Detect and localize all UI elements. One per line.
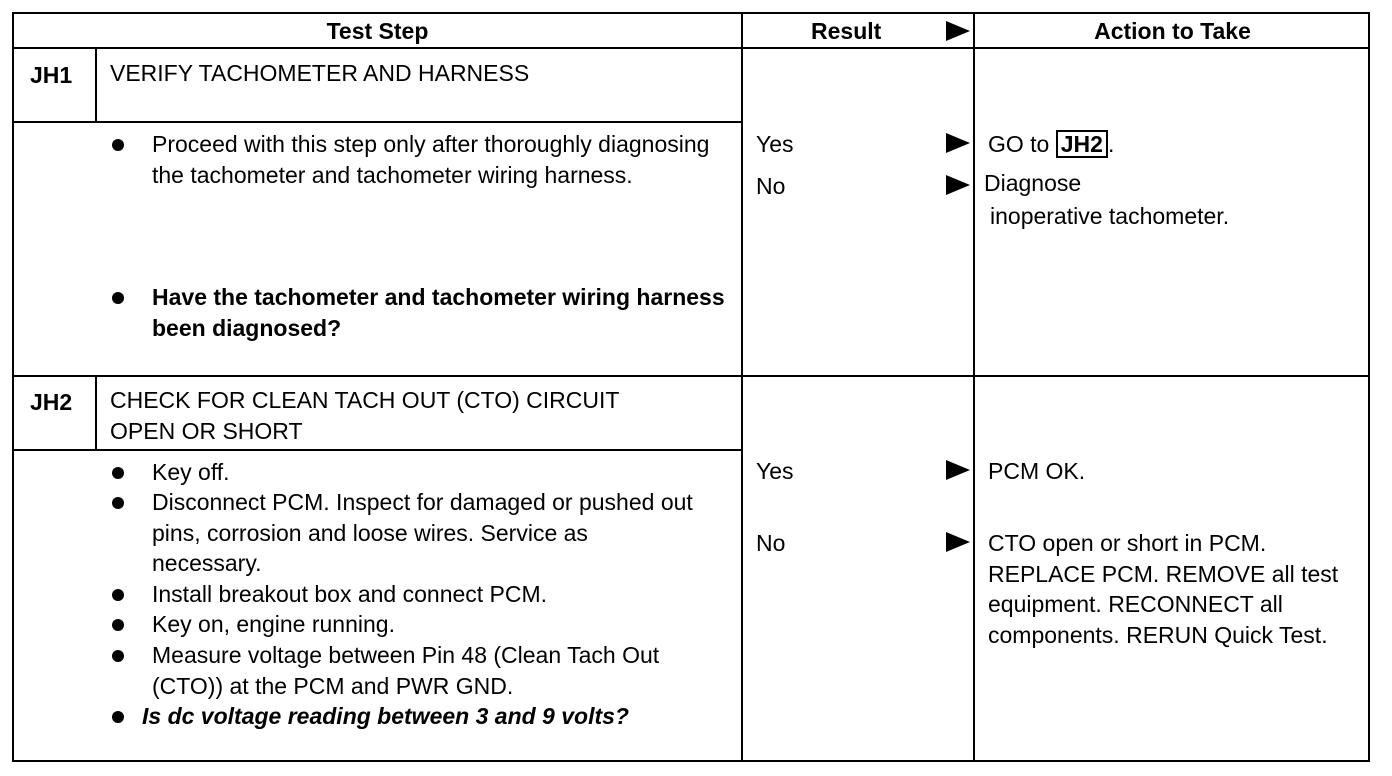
jh1-result-no: No <box>756 173 786 199</box>
jh2-bullet-icon <box>112 589 124 601</box>
jh2-bullet-icon <box>112 619 124 631</box>
header-action: Action to Take <box>1094 18 1251 44</box>
jh2-result-yes: Yes <box>756 458 794 484</box>
jh1-title-divider <box>14 121 741 123</box>
jh2-action-yes: PCM OK. <box>988 458 1086 484</box>
jh2-yes-arrow-icon <box>946 460 970 480</box>
jh1-bullet-icon <box>112 139 124 151</box>
jh2-bullet-icon <box>112 711 124 723</box>
jh2-bullet-5: Measure voltage between Pin 48 (Clean Tach Out (CTO)) at the PCM and PWR GND. <box>152 642 660 699</box>
jh2-title-line1: CHECK FOR CLEAN TACH OUT (CTO) CIRCUIT <box>110 387 620 413</box>
header-result: Result <box>811 18 882 44</box>
jh2-bullet-3: Install breakout box and connect PCM. <box>152 581 548 607</box>
jh1-action-yes-suffix: . <box>1107 131 1115 157</box>
header-test-step: Test Step <box>326 18 429 44</box>
jh1-bullet-icon <box>112 292 124 304</box>
jh1-no-arrow-icon <box>946 175 970 195</box>
jh2-bullet-6: Is dc voltage reading between 3 and 9 volts? <box>142 703 629 729</box>
jh2-no-arrow-icon <box>946 532 970 552</box>
jh1-title: VERIFY TACHOMETER AND HARNESS <box>110 60 530 86</box>
jh1-step-id: JH1 <box>30 62 73 88</box>
column-divider-action <box>973 14 975 760</box>
jh1-id-divider <box>95 49 97 123</box>
jh2-bullet-2: Disconnect PCM. Inspect for damaged or pushed out pins, corrosion and loose wires. Service as necessary. <box>152 489 693 576</box>
jh2-title-line2: OPEN OR SHORT <box>110 418 303 444</box>
jh1-result-yes: Yes <box>756 131 794 157</box>
jh2-bullet-icon <box>112 467 124 479</box>
jh1-action-yes <box>988 129 1114 160</box>
jh2-step-id: JH2 <box>30 389 73 415</box>
jh1-action-yes-prefix: GO to <box>988 131 1050 157</box>
jh2-title-divider <box>14 449 741 451</box>
jh1-action-no-line1: Diagnose <box>984 170 1082 196</box>
jh2-result-no: No <box>756 530 786 556</box>
jh1-action-no-line2: inoperative tachometer. <box>990 203 1230 229</box>
header-arrow-icon <box>946 21 970 41</box>
jh2-reference-link[interactable]: JH2 <box>1056 130 1108 158</box>
jh2-bullet-icon <box>112 650 124 662</box>
jh2-bullet-4: Key on, engine running. <box>152 611 395 637</box>
jh2-bullet-1: Key off. <box>152 459 230 485</box>
jh2-bullet-icon <box>112 497 124 509</box>
jh2-action-no: CTO open or short in PCM. REPLACE PCM. REMOVE all test equipment. RECONNECT all components. RERUN Quick Test. <box>988 530 1339 648</box>
jh1-bullet-2: Have the tachometer and tachometer wiring harness been diagnosed? <box>152 284 725 341</box>
diagnostic-table <box>12 12 1370 762</box>
row-divider <box>14 375 1368 377</box>
jh2-id-divider <box>95 377 97 451</box>
jh1-bullet-1: Proceed with this step only after thoroughly diagnosing the tachometer and tachometer wiring harness. <box>152 131 710 188</box>
column-divider-result <box>741 14 743 760</box>
jh1-yes-arrow-icon <box>946 133 970 153</box>
